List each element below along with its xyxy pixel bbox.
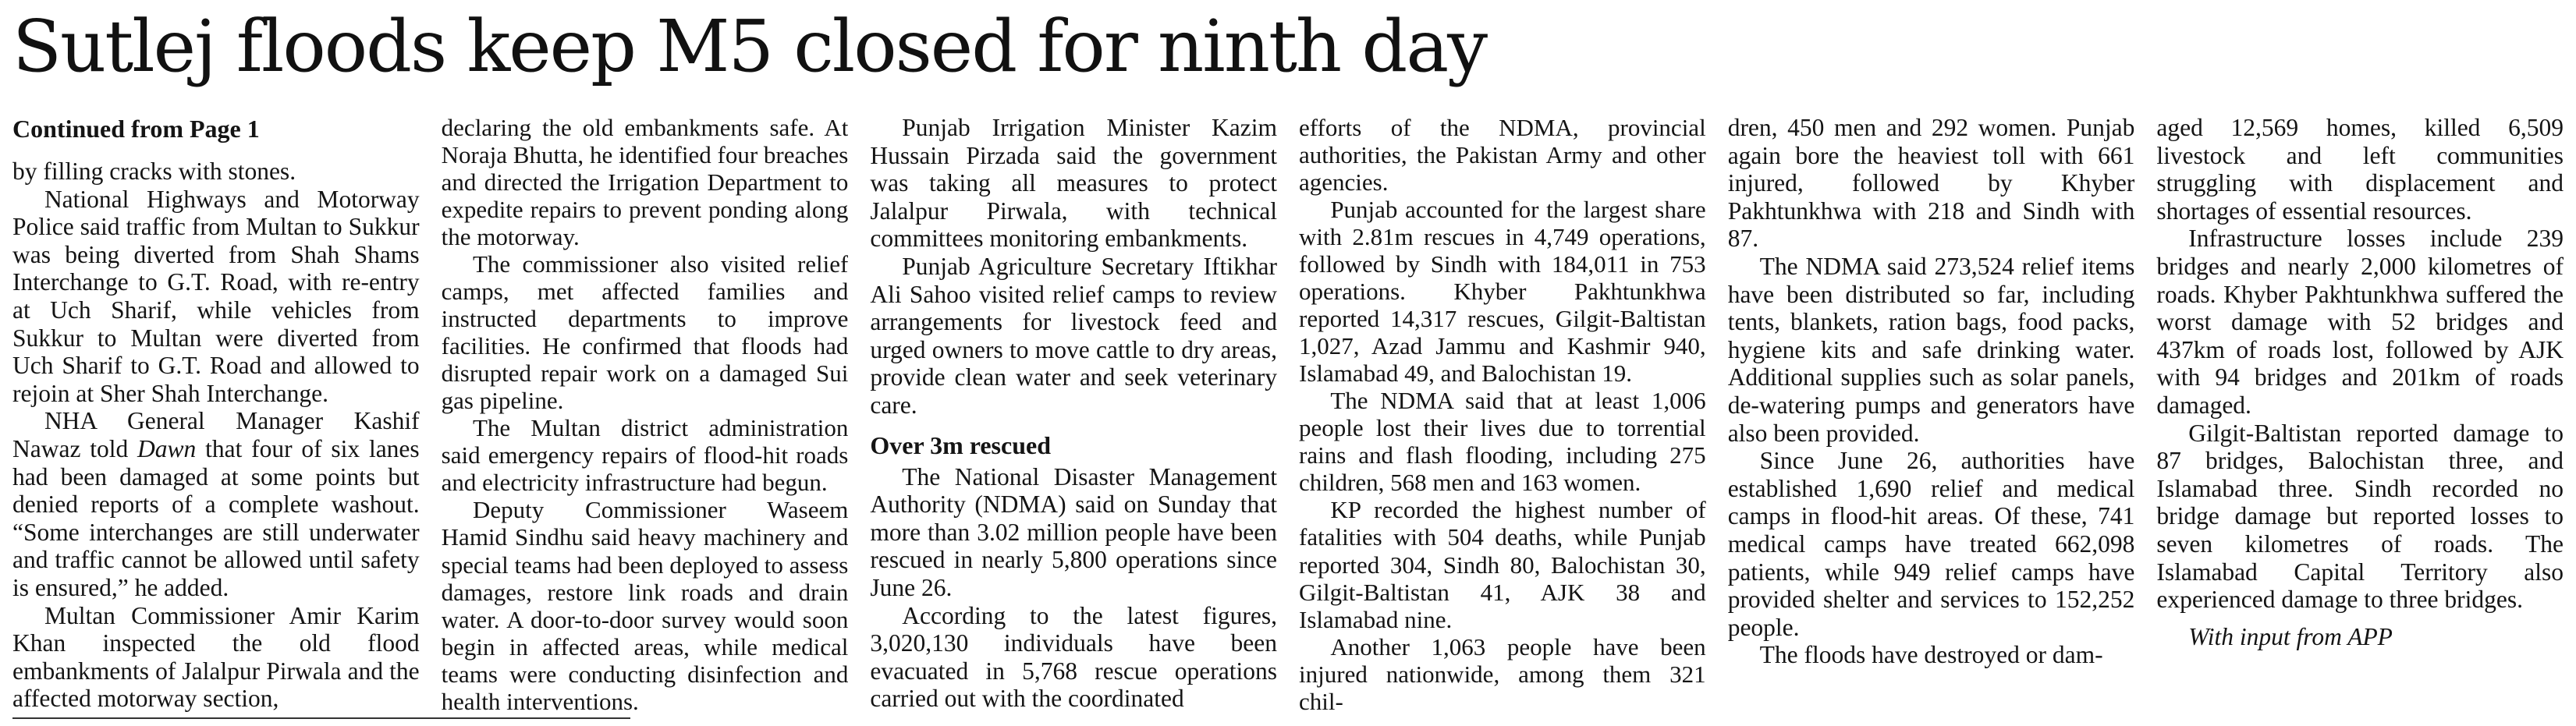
- paragraph: aged 12,569 homes, killed 6,509 livestock and left communities struggling with displacement and shortages of essential resources.: [2156, 114, 2564, 225]
- continued-label: Continued from Page 1: [12, 115, 260, 143]
- article-column-4: [1299, 114, 1706, 714]
- paragraph: The commissioner also visited relief camps, met affected families and instructed departments to improve facilities. He confirmed that floods had disrupted repair work on a damaged Sui gas pipeline.: [441, 250, 849, 415]
- paragraph: The NDMA said that at least 1,006 people lost their lives due to torrential rains and flash flooding, including 275 children, 568 men and 163 women.: [1299, 387, 1706, 497]
- paragraph: Another 1,063 people have been injured nationwide, among them 321 chil-: [1299, 632, 1706, 714]
- paragraph: The NDMA said 273,524 relief items have been distributed so far, including tents, blankets, ration bags, food packs, hygiene kits and safe drinking water. Additional supplies such as solar panels, de-watering pumps and generators have also been provided.: [1727, 252, 2135, 447]
- paragraph: The floods have destroyed or dam-: [1759, 641, 2103, 669]
- paragraph: Infrastructure losses include 239 bridges and nearly 2,000 kilometres of roads. Khyber Pakhtunkhwa suffered the worst damage with 52 bridges and 437km of roads lost, followed by AJK with 94 bridges and 201km of roads damaged.: [2156, 225, 2564, 419]
- paragraph: National Highways and Motorway Police said traffic from Multan to Sukkur was being diverted from Shah Shams Interchange to G.T. Road, with re-entry at Uch Sharif, while vehicles from Sukkur to Multan were diverted from Uch Sharif to G.T. Road and allowed to rejoin at Sher Shah Interchange.: [12, 185, 420, 407]
- paragraph: Punjab accounted for the largest share with 2.81m rescues in 4,749 operations, followed by Sindh with 184,011 in 753 operations. Khyber Pakhtunkhwa reported 14,317 rescues, Gilgit-Baltistan 1,027, Azad Jammu and Kashmir 940, Islamabad 49, and Balochistan 19.: [1299, 196, 1706, 388]
- paragraph: Punjab Irrigation Minister Kazim Hussain Pirzada said the government was taking all measures to protect Jalalpur Pirwala, with technical committees monitoring embankments.: [870, 114, 1278, 253]
- paragraph: The Multan district administration said emergency repairs of flood-hit roads and electricity infrastructure had begun.: [441, 414, 849, 497]
- paragraph: KP recorded the highest number of fatalities with 504 deaths, while Punjab reported 304, Sindh 80, Balochistan 30, Gilgit-Baltistan 41, AJK 38 and Islamabad nine.: [1299, 496, 1706, 633]
- paragraph: Since June 26, authorities have established 1,690 relief and medical camps in flood-hit areas. Of these, 741 medical camps have treated 662,098 patients, while 949 relief camps have provided shelter and services to 152,252 people.: [1727, 447, 2135, 641]
- article-column-5: [1728, 114, 2135, 714]
- paragraph-text: NHA General Manager Kashif Nawaz told: [12, 407, 420, 462]
- article-body: [12, 114, 2564, 714]
- paragraph: Multan Commissioner Amir Karim Khan inspected the old flood embankments of Jalalpur Pirwala and the affected motorway section,: [12, 601, 420, 713]
- subheading: Over 3m rescued: [870, 430, 1051, 459]
- paragraph: declaring the old embankments safe. At Noraja Bhutta, he identified four breaches and directed the Irrigation Department to expedite repairs to prevent ponding along the motorway.: [441, 114, 849, 251]
- paragraph: Gilgit-Baltistan reported damage to 87 bridges, Balochistan three, and Islamabad three. Sindh recorded no bridge damage but reported losses to seven kilometres of roads. The Islamabad Capital Territory also experienced damage to three bridges.: [2156, 419, 2564, 614]
- paragraph: Punjab Agriculture Secretary Iftikhar Ali Sahoo visited relief camps to review arrangements for livestock feed and urged owners to move cattle to dry areas, provide clean water and seek veterinary care.: [870, 252, 1278, 419]
- paragraph: Deputy Commissioner Waseem Hamid Sindhu said heavy machinery and special teams had been deployed to assess damages, restore link roads and drain water. A door-to-door survey would soon begin in affected areas, while medical teams were conducting disinfection and health interventions.: [441, 496, 849, 714]
- newspaper-name: Dawn: [137, 434, 197, 462]
- paragraph: According to the latest figures, 3,020,130 individuals have been evacuated in 5,768 rescue operations carried out with the coordinated: [870, 601, 1278, 713]
- article-column-1: [12, 114, 420, 714]
- paragraph: The National Disaster Management Authority (NDMA) said on Sunday that more than 3.02 million people have been rescued in nearly 5,800 operations since June 26.: [870, 462, 1278, 601]
- article-column-2: [442, 114, 849, 714]
- paragraph: by filling cracks with stones.: [12, 158, 296, 185]
- headline: Sutlej floods keep M5 closed for ninth day: [12, 5, 1487, 88]
- paragraph: dren, 450 men and 292 women. Punjab again bore the heaviest toll with 661 injured, followed by Khyber Pakhtunkhwa with 218 and Sindh with 87.: [1727, 114, 2135, 253]
- paragraph: efforts of the NDMA, provincial authorities, the Pakistan Army and other agencies.: [1299, 114, 1706, 197]
- separator-rule: [12, 717, 630, 719]
- byline-credit: With input from APP: [2188, 622, 2393, 650]
- article-column-3: [870, 114, 1277, 714]
- article-column-6: [2156, 114, 2564, 714]
- paragraph-text: that four of six lanes had been damaged at some points but denied reports of a complete washout. “Some interchanges are still underwater and traffic cannot be allowed until safety is ensured,” he added.: [12, 434, 420, 601]
- paragraph: [12, 407, 420, 601]
